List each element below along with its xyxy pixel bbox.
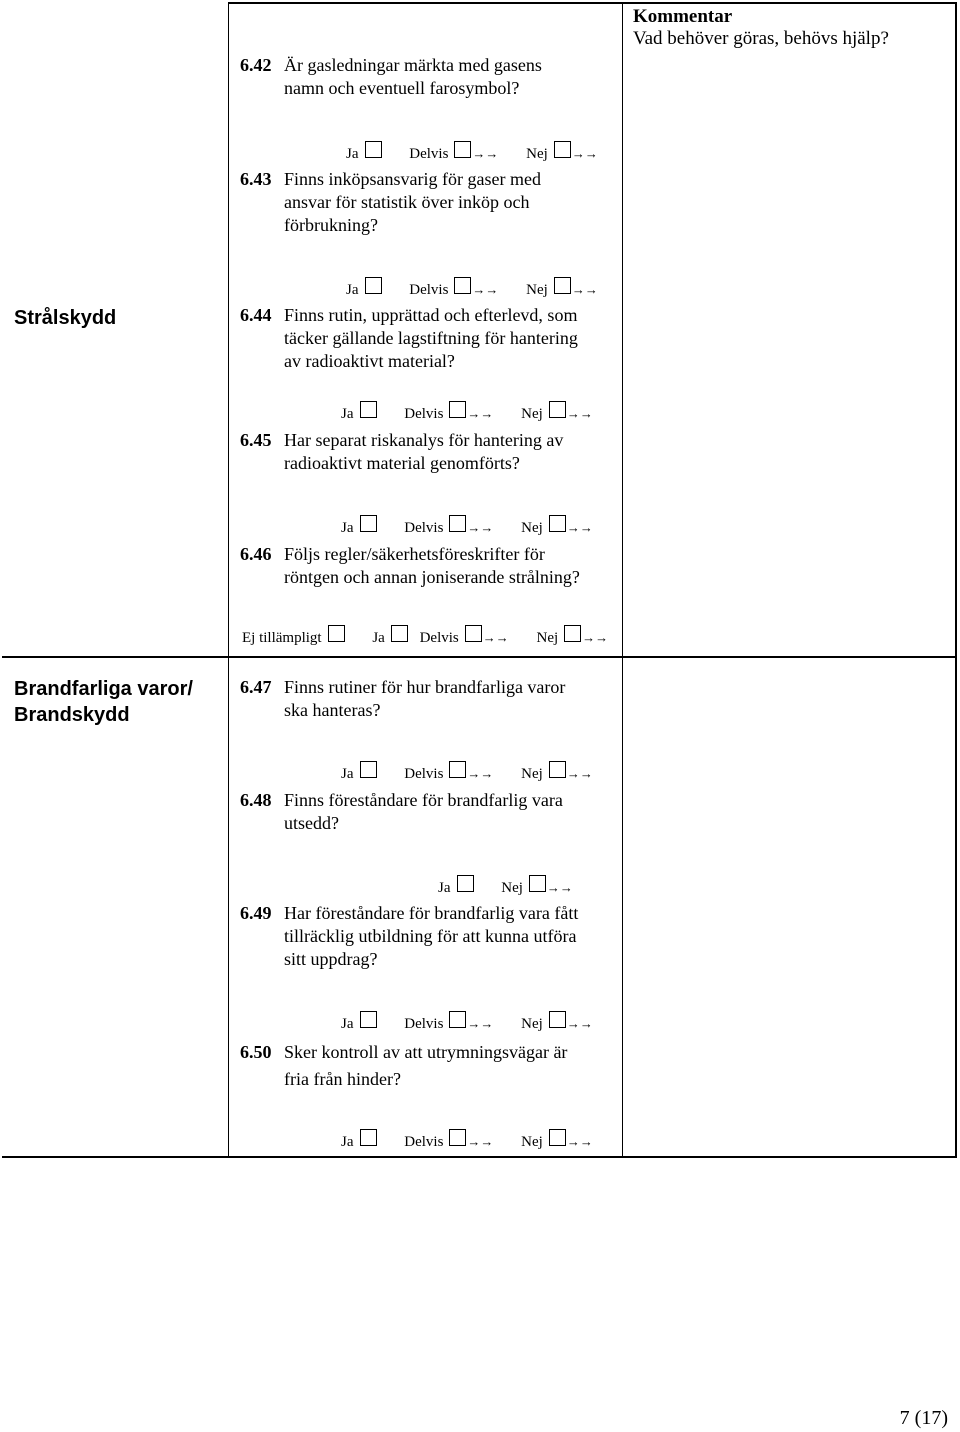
checkbox-delvis[interactable] bbox=[454, 141, 471, 158]
question-6-44: 6.44 Finns rutin, upprättad och efterlevd, som täcker gällande lagstiftning för hantering av radioaktivt material? bbox=[240, 305, 578, 371]
comment-header bbox=[633, 6, 889, 50]
answer-row-6-50: Ja Delvis →→ Nej →→ bbox=[341, 1132, 593, 1156]
checkbox-delvis[interactable] bbox=[449, 1011, 466, 1028]
answer-row-6-49: Ja Delvis →→ Nej →→ bbox=[341, 1014, 593, 1038]
checkbox-ej-tillampligt[interactable] bbox=[328, 625, 345, 642]
checkbox-ja[interactable] bbox=[360, 1011, 377, 1028]
section-brandfarliga bbox=[14, 676, 193, 728]
answer-row-6-45: Ja Delvis →→ Nej →→ bbox=[341, 518, 593, 542]
arrow-icon: →→ bbox=[566, 1134, 593, 1149]
checkbox-ja[interactable] bbox=[365, 277, 382, 294]
answer-row-6-46: Ej tillämpligt Ja Delvis →→ Nej →→ bbox=[242, 628, 608, 652]
answer-row-6-47: Ja Delvis →→ Nej →→ bbox=[341, 764, 593, 788]
checkbox-nej[interactable] bbox=[564, 625, 581, 642]
arrow-icon: →→ bbox=[467, 1016, 494, 1031]
checkbox-delvis[interactable] bbox=[454, 277, 471, 294]
checkbox-nej[interactable] bbox=[554, 277, 571, 294]
checkbox-nej[interactable] bbox=[549, 1129, 566, 1146]
question-6-49: 6.49 Har föreståndare för brandfarlig vara fått tillräcklig utbildning för att kunna utföra sitt uppdrag? bbox=[240, 903, 579, 969]
checkbox-delvis[interactable] bbox=[449, 1129, 466, 1146]
arrow-icon: →→ bbox=[482, 630, 509, 645]
question-6-42: 6.42 Är gasledningar märkta med gasens namn och eventuell farosymbol? bbox=[240, 55, 542, 98]
page-number: 7 (17) bbox=[899, 1407, 948, 1429]
arrow-icon: →→ bbox=[566, 766, 593, 781]
arrow-icon: →→ bbox=[467, 406, 494, 421]
checkbox-nej[interactable] bbox=[549, 1011, 566, 1028]
checkbox-delvis[interactable] bbox=[465, 625, 482, 642]
checkbox-ja[interactable] bbox=[360, 761, 377, 778]
col-divider-right bbox=[622, 2, 623, 1158]
checkbox-nej[interactable] bbox=[529, 875, 546, 892]
checkbox-nej[interactable] bbox=[549, 761, 566, 778]
question-6-46: 6.46 Följs regler/säkerhetsföreskrifter för röntgen och annan joniserande strålning? bbox=[240, 544, 580, 587]
checkbox-delvis[interactable] bbox=[449, 401, 466, 418]
comment-title: Kommentar bbox=[633, 6, 733, 27]
checkbox-ja[interactable] bbox=[360, 401, 377, 418]
checkbox-delvis[interactable] bbox=[449, 515, 466, 532]
section-brand-line1: Brandfarliga varor/ bbox=[14, 678, 193, 700]
arrow-icon: →→ bbox=[566, 406, 593, 421]
arrow-icon: →→ bbox=[472, 282, 499, 297]
checkbox-ja[interactable] bbox=[365, 141, 382, 158]
answer-row-6-43: Ja Delvis →→ Nej →→ bbox=[346, 280, 598, 304]
checkbox-ja[interactable] bbox=[457, 875, 474, 892]
arrow-icon: →→ bbox=[566, 520, 593, 535]
question-6-50: 6.50 Sker kontroll av att utrymningsvägar är fria från hinder? bbox=[240, 1042, 568, 1089]
checkbox-ja[interactable] bbox=[391, 625, 408, 642]
comment-subtitle: Vad behöver göras, behövs hjälp? bbox=[633, 28, 889, 49]
col-divider-left bbox=[228, 2, 229, 1158]
arrow-icon: →→ bbox=[582, 630, 609, 645]
section-rule bbox=[2, 656, 956, 658]
question-6-48: 6.48 Finns föreståndare för brandfarlig vara utsedd? bbox=[240, 790, 563, 833]
table-right-rule bbox=[955, 2, 957, 1158]
section-brand-line2: Brandskydd bbox=[14, 704, 130, 726]
arrow-icon: →→ bbox=[566, 1016, 593, 1031]
answer-row-6-48: Ja Nej →→ bbox=[438, 878, 573, 902]
checkbox-ja[interactable] bbox=[360, 1129, 377, 1146]
checkbox-nej[interactable] bbox=[549, 515, 566, 532]
checkbox-nej[interactable] bbox=[549, 401, 566, 418]
arrow-icon: →→ bbox=[472, 146, 499, 161]
arrow-icon: →→ bbox=[571, 146, 598, 161]
question-6-43: 6.43 Finns inköpsansvarig för gaser med ansvar för statistik över inköp och förbrukning? bbox=[240, 169, 541, 235]
checkbox-delvis[interactable] bbox=[449, 761, 466, 778]
arrow-icon: →→ bbox=[467, 766, 494, 781]
table-top-rule bbox=[228, 2, 956, 4]
arrow-icon: →→ bbox=[467, 1134, 494, 1149]
question-6-45: 6.45 Har separat riskanalys för hantering av radioaktivt material genomförts? bbox=[240, 430, 564, 473]
arrow-icon: →→ bbox=[546, 880, 573, 895]
answer-row-6-44: Ja Delvis →→ Nej →→ bbox=[341, 404, 593, 428]
arrow-icon: →→ bbox=[467, 520, 494, 535]
answer-row-6-42: Ja Delvis →→ Nej →→ bbox=[346, 144, 598, 168]
section-stralskydd: Strålskydd bbox=[14, 307, 117, 329]
table-bottom-rule bbox=[2, 1156, 956, 1158]
question-6-47: 6.47 Finns rutiner för hur brandfarliga varor ska hanteras? bbox=[240, 677, 566, 720]
checkbox-nej[interactable] bbox=[554, 141, 571, 158]
checkbox-ja[interactable] bbox=[360, 515, 377, 532]
arrow-icon: →→ bbox=[571, 282, 598, 297]
